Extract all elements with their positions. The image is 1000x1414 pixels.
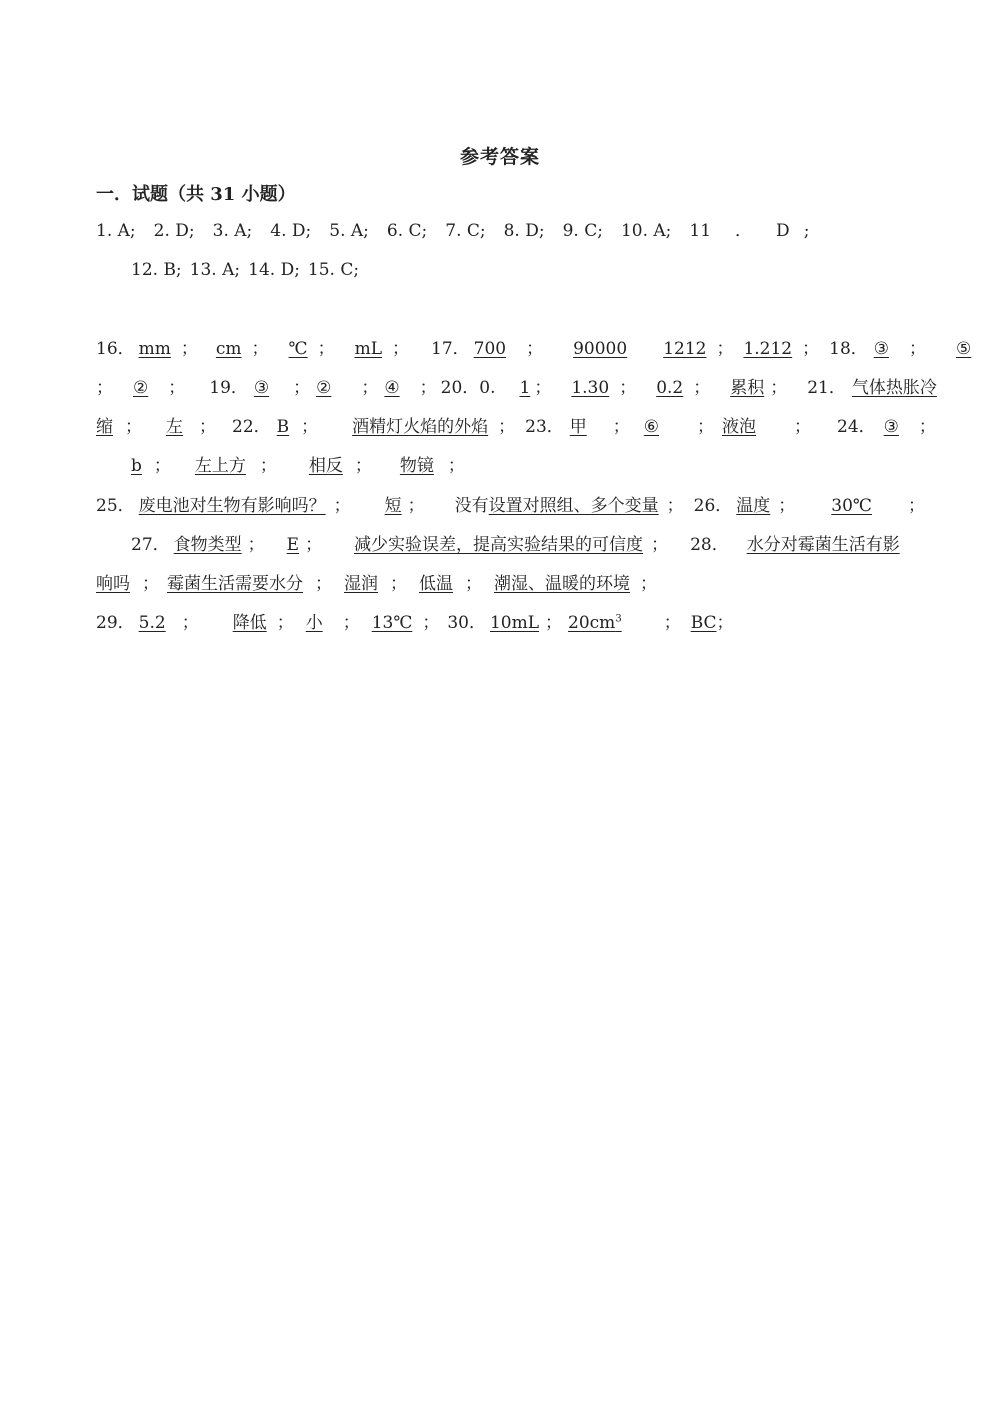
answer-text: ； [315,574,332,594]
answer-text: ； [770,378,788,398]
answer-line [96,611,734,635]
answer-blank: 1 [519,378,531,398]
answer-text: ； [125,417,142,437]
answer-text: 8. D; [503,221,545,241]
superscript: 3 [615,613,622,625]
answer-text: ； [251,339,269,359]
answer-blank: ③ [883,417,899,437]
answer-text: ； [465,574,482,594]
answer-text: ； [293,378,311,398]
answer-blank: ⑤ [956,339,972,359]
answer-text: ； [96,378,113,398]
answer-line [131,454,465,478]
answer-blank: 小 [305,613,323,633]
answer-blank: ℃ [288,339,308,359]
answer-blank: 13℃ [371,613,413,633]
answer-blank: 设置对照组、多个变量 [488,496,659,516]
answer-line [96,219,809,243]
answer-text: 25． [96,496,135,516]
answer-blank: 700 [473,339,507,359]
answer-text: ； [301,417,319,437]
answer-text: 23． [525,417,564,437]
answer-text: ； [778,496,796,516]
answer-blank: ③ [253,378,270,398]
answer-blank: 废电池对生物有影响吗？ [138,496,326,516]
answer-text: ； [697,417,715,437]
answer-blank: 1.212 [743,339,793,359]
answer-text: ； [716,339,734,359]
answer-text: ； [142,574,159,594]
answer-blank: 潮湿、温暖的环境 [494,574,630,594]
answer-text: 13. A; [189,260,241,280]
answer-text: 18． [829,339,868,359]
answer-line [131,533,900,557]
answer-text: 27． [131,535,170,555]
answer-text: ； [640,574,657,594]
answer-text: ； [354,456,372,476]
answer-text: ； [693,378,711,398]
answer-text: ； [651,535,669,555]
answer-text: ； [907,496,925,516]
answer-text: ； [247,535,265,555]
answer-text: 没有 [454,496,489,516]
answer-blank: 减少实验误差，提高实验结果的可信度 [354,535,644,555]
answer-text: ； [619,378,637,398]
answer-line [96,337,971,361]
answer-text: ； [422,613,440,633]
answer-text: ； [305,535,323,555]
answer-blank: cm [215,339,242,359]
answer-text: 24． [837,417,876,437]
answer-blank: 5.2 [138,613,166,633]
answer-blank: $20cm^3$ [568,613,622,633]
answer-text: ； [333,496,351,516]
answer-text: ; [803,221,810,241]
answer-blank: ④ [384,378,400,398]
answer-text: ； [153,456,171,476]
answer-text: 7. C; [445,221,486,241]
answer-text: 3. A; [212,221,253,241]
answer-text: 15. C; [307,260,360,280]
answer-blank: BC [690,613,717,633]
answer-blank: ⑥ [643,417,660,437]
answer-text: 17． [431,339,470,359]
answer-text: 16． [96,339,135,359]
answer-text: ； [342,613,360,633]
answer-blank: 液泡 [722,417,757,437]
section-heading: 一．试题（共 31 小题） [96,184,296,205]
answer-text: 2. D; [153,221,195,241]
answer-blank: 食物类型 [173,535,242,555]
answer-text: ； [666,496,684,516]
answer-text: 26． [693,496,733,516]
answer-text: 14. D; [248,260,300,280]
answer-blank: 1212 [663,339,707,359]
answer-blank: 甲 [569,417,587,437]
answer-line [131,258,359,282]
answer-blank: ② [133,378,149,398]
answer-blank: 物镜 [399,456,434,476]
answer-line [96,572,657,596]
answer-blank: 累积 [730,378,765,398]
answer-blank: 降低 [232,613,267,633]
answer-blank: 低温 [419,574,453,594]
answer-text: ； [918,417,936,437]
answer-text: 12. B; [131,260,182,280]
answer-text: ； [390,574,407,594]
answer-blank: 酒精灯火焰的外焰 [352,417,489,437]
answer-blank: 响吗 [96,574,130,594]
answer-blank: ③ [873,339,890,359]
answer-text: 30． [447,613,486,633]
answer-text: 5. A; [329,221,369,241]
answer-text: ． [735,221,753,241]
answer-line [96,494,925,518]
answer-text: ； [392,339,409,359]
answer-text: ； [802,339,820,359]
answer-text: ； [419,378,437,398]
answer-blank: 10mL [489,613,540,633]
answer-text: D [776,221,790,241]
answer-text: 29． [96,613,135,633]
answer-text: ； [794,417,812,437]
answer-blank: E [286,535,300,555]
answer-text: 9. C; [562,221,603,241]
answer-blank: 水分对霉菌生活有影 [746,535,900,555]
answer-blank: ② [316,378,332,398]
answer-text: ； [663,613,681,633]
answer-line [96,415,936,439]
answer-blank: 温度 [736,496,771,516]
answer-text: ； [534,378,552,398]
answer-blank: 湿润 [344,574,378,594]
answer-blank: mm [138,339,171,359]
answer-text: ； [909,339,927,359]
answer-text: 20．0. [440,378,496,398]
answer-blank: 相反 [308,456,343,476]
answer-blank: 0.2 [656,378,684,398]
answer-text: 28． [690,535,729,555]
answer-blank: 30℃ [831,496,872,516]
answer-text: ； [361,378,379,398]
answer-blank: 左上方 [194,456,246,476]
answer-text: ； [180,339,198,359]
answer-line [96,376,937,400]
answer-text: ； [276,613,294,633]
answer-text: ； [716,613,734,633]
answer-text: ； [407,496,425,516]
answer-text: 19． [209,378,248,398]
answer-text: 22． [232,417,271,437]
answer-blank: 90000 [573,339,628,359]
answer-blank: b [131,456,142,476]
answer-blank: 左 [166,417,183,437]
answer-text: 21． [807,378,846,398]
answer-text: 1. A; [96,221,136,241]
answer-text: ； [545,613,563,633]
answer-blank: 1.30 [571,378,610,398]
answer-text: 10. A; [620,221,672,241]
answer-text: ； [259,456,277,476]
page-title: 参考答案 [459,146,540,168]
answer-text: 11 [689,221,712,241]
answer-blank: 缩 [96,417,113,437]
answer-text: ； [168,378,186,398]
answer-text: ； [199,417,216,437]
answer-text: ； [181,613,199,633]
answer-text: ； [498,417,516,437]
answer-blank: 气体热胀冷 [851,378,937,398]
answer-blank: 短 [384,496,402,516]
answer-blank: mL [354,339,382,359]
answer-text: ； [526,339,544,359]
answer-text: 4. D; [270,221,312,241]
answer-text: 6. C; [386,221,428,241]
answer-text: ； [447,456,465,476]
answer-text: ； [317,339,335,359]
answer-text: ； [612,417,630,437]
answer-blank: 霉菌生活需要水分 [167,574,303,594]
answer-blank: B [276,417,290,437]
